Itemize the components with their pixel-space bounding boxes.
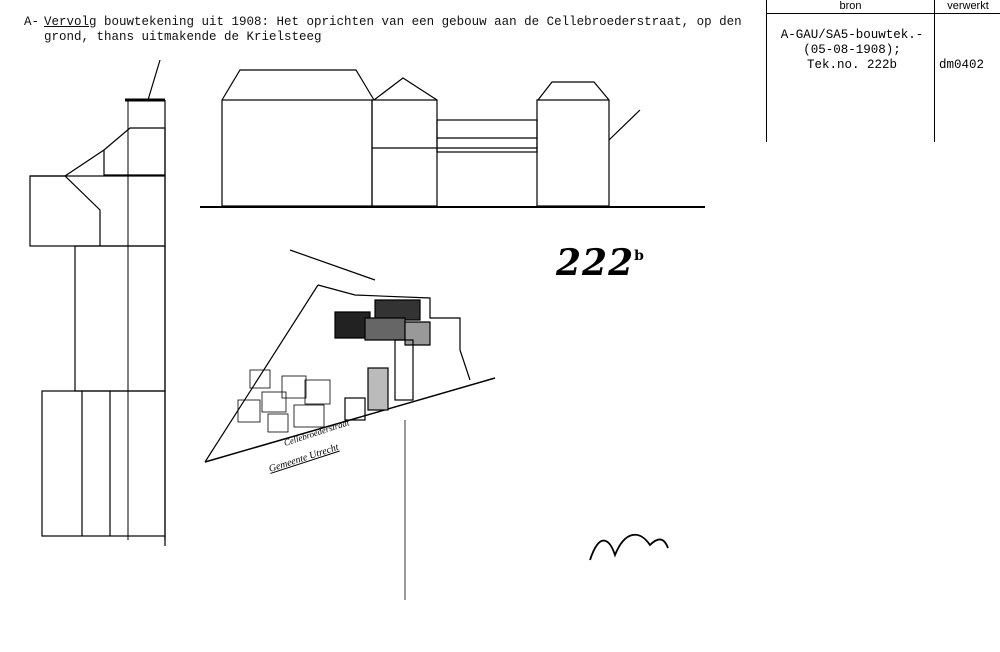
stamp-number: 222 — [556, 242, 635, 284]
caption-underlined-word: Vervolg — [44, 15, 97, 29]
architectural-drawing — [0, 40, 720, 600]
caption-prefix: A- — [24, 15, 40, 29]
caption-line2: grond, thans uitmakende de Krielsteeg — [44, 30, 322, 44]
bron-line-1: A-GAU/SA5-bouwtek.- — [780, 28, 924, 42]
site-plan — [205, 250, 495, 600]
bron-cell — [777, 28, 927, 73]
side-elevation — [30, 60, 165, 546]
signature — [590, 535, 668, 560]
front-elevation — [200, 70, 705, 207]
column-divider — [934, 0, 935, 142]
municipality-label: Gemeente Utrecht — [267, 441, 341, 475]
bron-line-3: Tek.no. 222b — [806, 58, 897, 72]
caption-line1: bouwtekening uit 1908: Het oprichten van een gebouw aan de Cellebroederstraat, op den — [96, 15, 742, 29]
street-label: Cellebroederstraat — [282, 417, 351, 448]
header-verwerkt: verwerkt — [947, 0, 989, 12]
metadata-header — [767, 0, 1000, 14]
metadata-table — [766, 0, 1000, 142]
stamp-suffix: b — [634, 248, 645, 264]
verwerkt-cell: dm0402 — [939, 58, 985, 72]
drawing-number-stamp — [556, 242, 645, 284]
header-bron: bron — [839, 0, 862, 12]
bron-line-2: (05-08-1908); — [803, 43, 901, 57]
